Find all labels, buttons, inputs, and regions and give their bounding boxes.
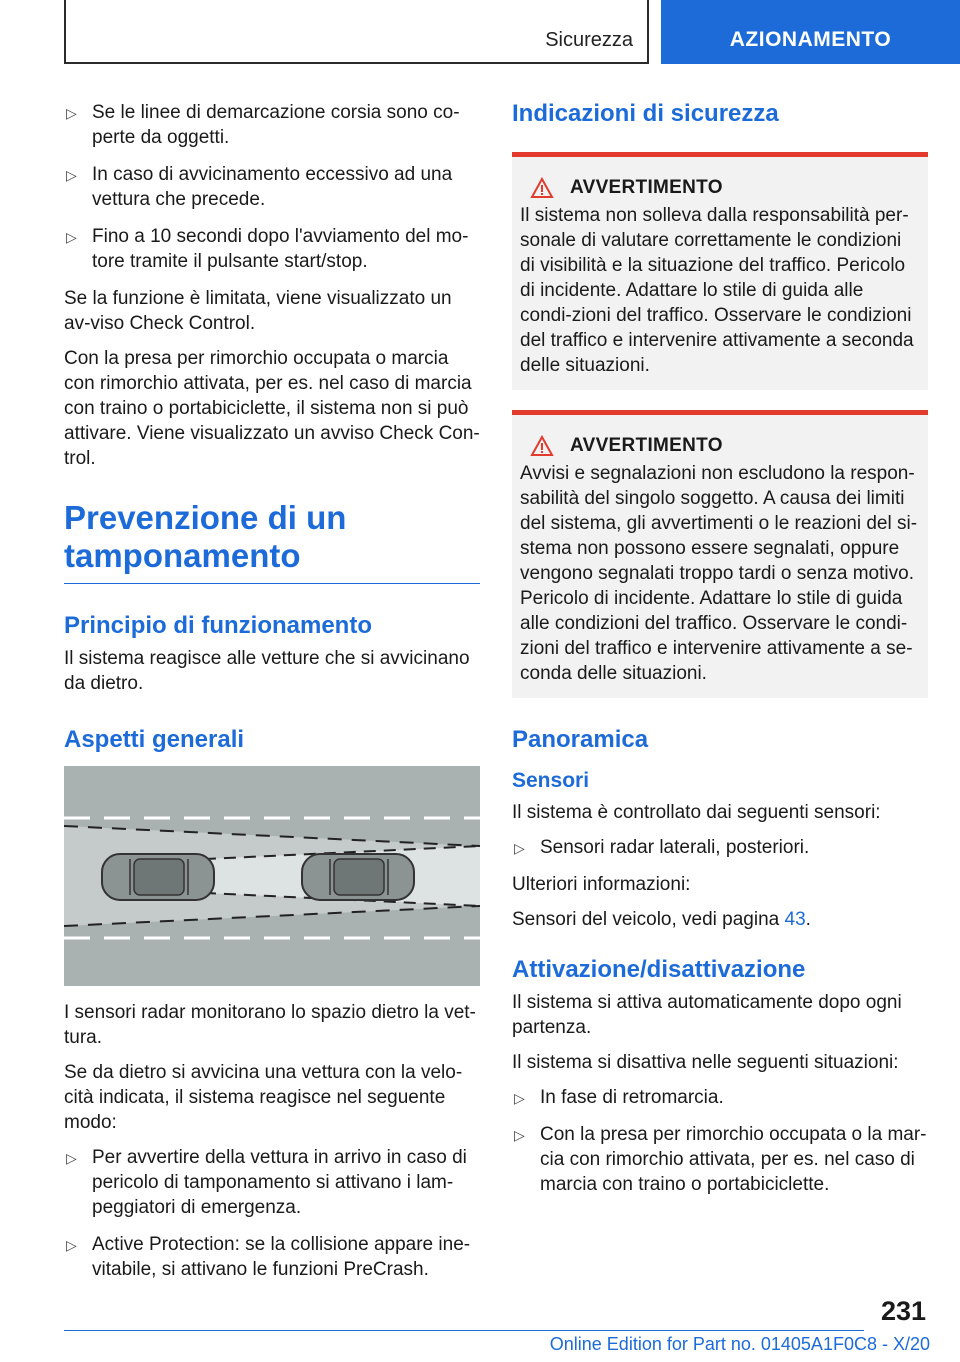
- principle-heading: Principio di funzionamento: [64, 612, 372, 639]
- warning-title: AVVERTIMENTO: [570, 177, 723, 198]
- list-item: ▷ Se le linee di demarcazione corsia sono co-perte da oggetti.: [66, 102, 460, 148]
- own-vehicle-icon: [102, 854, 214, 900]
- bullet-triangle-icon: ▷: [66, 105, 77, 121]
- header-chapter-title: AZIONAMENTO: [729, 28, 892, 51]
- paragraph: Se la funzione è limitata, viene visualizzato un av-viso Check Control.: [64, 288, 452, 334]
- header-section-box: [64, 0, 649, 64]
- paragraph: Con la presa per rimorchio occupata o marcia con rimorchio attivata, per es. nel caso di marcia con traino o portabiciclette, il sistema non si può attivare. Viene visualizzato un avviso Check Con-trol.: [64, 348, 480, 469]
- list-item: ▷ Fino a 10 secondi dopo l'avviamento del mo-tore tramite il pulsante start/stop.: [66, 226, 469, 272]
- bullet-triangle-icon: ▷: [66, 167, 77, 183]
- bullet-triangle-icon: ▷: [514, 840, 525, 856]
- left-column: [64, 100, 480, 1294]
- deactivation-list: [512, 1085, 928, 1197]
- sensors-list: [512, 835, 928, 860]
- radar-illustration-svg: [64, 766, 480, 986]
- list-item: ▷ Con la presa per rimorchio occupata o la mar-cia con rimorchio attivata, per es. nel caso di marcia con traino o portabiciclette.: [514, 1124, 927, 1195]
- overview-heading: Panoramica: [512, 726, 649, 753]
- safety-heading: Indicazioni di sicurezza: [512, 100, 779, 127]
- list-item: ▷ Per avvertire della vettura in arrivo in caso di pericolo di tamponamento si attivano i lam-peggiatori di emergenza.: [66, 1147, 467, 1218]
- warning-box: [512, 410, 928, 698]
- right-column: [512, 100, 928, 1209]
- bullet-triangle-icon: ▷: [66, 229, 77, 245]
- section-title: Prevenzione di un tamponamento: [64, 499, 480, 584]
- limitations-list: [64, 100, 480, 274]
- page-link[interactable]: 43: [784, 909, 806, 930]
- activation-heading: Attivazione/disattivazione: [512, 956, 806, 983]
- sensors-heading: Sensori: [512, 769, 590, 792]
- paragraph: Se da dietro si avvicina una vettura con la velo-cità indicata, il sistema reagisce nel seguente modo:: [64, 1062, 463, 1133]
- figure-caption: I sensori radar monitorano lo spazio dietro la vet-tura.: [64, 1002, 476, 1048]
- warning-title: AVVERTIMENTO: [570, 435, 723, 456]
- warning-box: [512, 152, 928, 390]
- warning-triangle-icon: [530, 177, 554, 199]
- principle-text: Il sistema reagisce alle vetture che si avvicinano da dietro.: [64, 648, 470, 694]
- warning-header: [520, 435, 920, 457]
- list-item: ▷ Active Protection: se la collisione appare ine-vitabile, si attivano le funzioni PreCrash.: [66, 1234, 471, 1280]
- warning-triangle-icon: [530, 435, 554, 457]
- sensors-text: Il sistema è controllato dai seguenti sensori:: [512, 802, 881, 823]
- list-item: ▷ In caso di avvicinamento eccessivo ad una vettura che precede.: [66, 164, 453, 210]
- bullet-triangle-icon: ▷: [514, 1127, 525, 1143]
- reaction-list: [64, 1145, 480, 1282]
- deactivation-text: Il sistema si disattiva nelle seguenti situazioni:: [512, 1052, 899, 1073]
- list-item: ▷ Sensori radar laterali, posteriori.: [512, 835, 928, 860]
- header-chapter-tab[interactable]: [661, 0, 960, 64]
- warning-text: Il sistema non solleva dalla responsabilità per-sonale di valutare correttamente le condizioni di visibilità e la situazione del traffico. Pericolo di incidente. Adattare lo stile di guida alle condi-zioni del traffico. Osservare le condizioni del traffico e intervenire attivamente a seconda delle situazioni.: [520, 205, 914, 376]
- bullet-triangle-icon: ▷: [66, 1237, 77, 1253]
- approaching-vehicle-icon: [302, 854, 414, 900]
- more-info-label: Ulteriori informazioni:: [512, 874, 691, 895]
- rear-radar-illustration: [64, 766, 480, 986]
- bullet-triangle-icon: ▷: [514, 1090, 525, 1106]
- cross-reference: Sensori del veicolo, vedi pagina 43.: [512, 909, 811, 930]
- list-item: ▷ In fase di retromarcia.: [512, 1085, 928, 1110]
- activation-text: Il sistema si attiva automaticamente dopo ogni partenza.: [512, 992, 902, 1038]
- general-heading: Aspetti generali: [64, 726, 245, 753]
- bullet-triangle-icon: ▷: [66, 1150, 77, 1166]
- page-number: 231: [880, 1296, 926, 1326]
- header-section-title: Sicurezza: [545, 29, 633, 51]
- warning-text: Avvisi e segnalazioni non escludono la respon-sabilità del singolo soggetto. A causa dei limiti del sistema, gli avvertimenti o le reazioni del si-stema non possono essere segnalati, oppure vengono segnalati troppo tardi o senza motivo. Pericolo di incidente. Adattare lo stile di guida alle condizioni del traffico. Osservare le condi-zioni del traffico e intervenire attivamente a se-conda delle situazioni.: [520, 463, 918, 684]
- footer-divider: [64, 1330, 864, 1331]
- footer-edition: Online Edition for Part no. 01405A1F0C8 - X/20: [549, 1334, 930, 1354]
- warning-header: [520, 177, 920, 199]
